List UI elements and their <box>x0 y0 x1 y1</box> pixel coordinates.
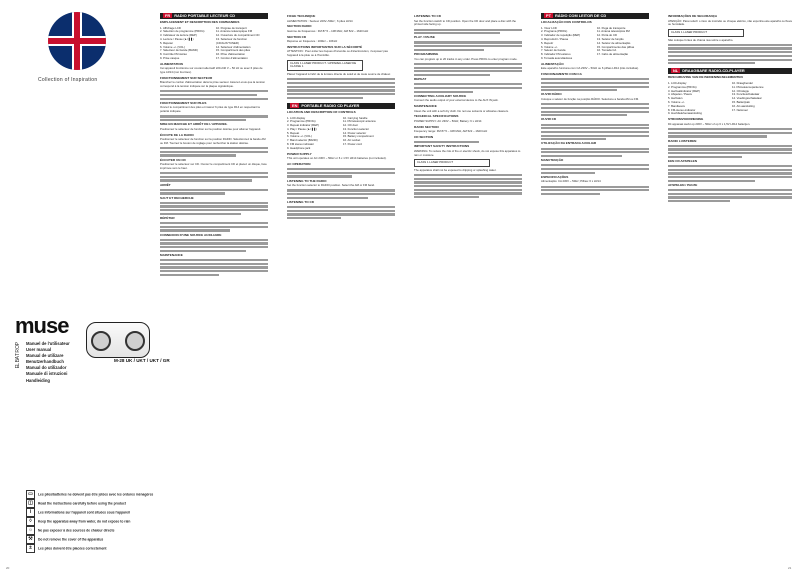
paragraph: Ouvrez le compartiment des piles et insérez 6 piles de type R14 en respectant la polarité indiquée. <box>160 105 260 114</box>
subheading: RADIO SECTION <box>414 124 439 129</box>
subheading: LOCATION AND DESCRIPTION OF CONTROLS <box>287 109 356 114</box>
subheading: LOCALIZAÇÃO DOS CONTROLOS <box>541 20 592 24</box>
subheading: BESCHRIJVING VAN DE BEDIENINGSELEMENTEN <box>668 75 743 80</box>
paragraph: Alimentação: CA 230V ~ 50Hz; Pilhas: 6 x LR14 <box>541 179 601 184</box>
laser-class-label: CLASS 1 LASER PRODUCT / APPAREIL LASER DE CLASSE 1 <box>287 60 363 71</box>
warning-item: ◫ Read the instructions carefully before using the product <box>26 499 154 508</box>
subheading: CONNEXION D'UNE SOURCE AUXILIAIRE <box>160 232 222 237</box>
column-pt <box>541 13 649 558</box>
subheading: IMPORTANT SAFETY INSTRUCTIONS <box>414 144 470 149</box>
paragraph: POWER SUPPLY: AC 230V ~ 50Hz; Battery: 6 x LR14 <box>414 118 482 123</box>
paragraph: Cet appareil fonctionne sur courant alternatif 220-240 V ~ 50 Hz ou avec 6 piles de type LR14 (non fournies). <box>160 66 263 75</box>
subheading: MISE EN MARCHE ET ARRÊT DE L'APPAREIL <box>160 122 228 127</box>
manual-language: Manuel de l'utilisateur <box>26 341 70 346</box>
section-header: EN PORTABLE RADIO CD PLAYER <box>287 103 395 109</box>
subheading: MAINTENANCE <box>160 252 183 257</box>
collection-tagline: Collection of Inspiration <box>38 77 98 83</box>
subheading: INSTRUCTIONS IMPORTANTES SUR LA SÉCURITÉ <box>287 44 363 49</box>
subheading: AC OPERATION <box>287 161 311 166</box>
paragraph: WARNING: To reduce the risk of fire or electric shock, do not expose this apparatus to rain or moisture. <box>414 148 521 157</box>
subheading: LISTENING TO THE RADIO <box>287 178 327 183</box>
subheading: REPEAT <box>414 77 427 82</box>
subheading: MAINTENANCE <box>414 104 437 109</box>
column-en-cont <box>414 13 522 558</box>
paragraph: Positionnez le sélecteur de fonction sur la position RADIO. Sélectionnez la bande AM ou FM. Tournez le bouton de réglage pour rechercher la station désirée. <box>160 137 266 145</box>
subheading: ARRÊT <box>160 182 171 187</box>
section-header: FR RADIO PORTABLE LECTEUR CD <box>160 13 268 19</box>
warning-item: ▭ Les piles/batteries ne doivent pas être jetées avec les ordures ménagères <box>26 490 154 499</box>
manual-language: Manual do utilizador <box>26 365 67 371</box>
paragraph: The apparatus shall not be exposed to dripping or splashing water. <box>414 167 497 172</box>
section-header: NL DRAAGBARE RADIO-CD-PLAYER <box>668 68 792 74</box>
paragraph: Clean the unit with a soft dry cloth. Do not use solvents or abrasive cleaners. <box>414 108 509 113</box>
union-jack-logo <box>48 12 106 70</box>
controls-list: 1. LCD display 2. Programme (PROG) 3. Repeat indicator (REP) 4. Play / Pause (►/❚❚) 5. Repeat 6. Volume +/- (VOL) 7. Band selector (BAND) 8. FM stereo indicator 9. Headphone jack 10. Carrying handle 11. FM telescopic antenna 12. CD door 13. Function selector 14. Power selector 15. Battery compartment 16. AC socket 17. Power cord <box>287 115 376 150</box>
vertical-portable-label: P O R T A B L E <box>15 342 21 369</box>
column-specs-en <box>287 13 395 558</box>
subheading: UTILIZAÇÃO DA ENTRADA AUXILIAR <box>541 141 597 146</box>
subheading: PLAY / PAUSE <box>414 35 435 40</box>
page-number: 20 <box>6 566 10 570</box>
subheading: CONNECTING AUXILIARY SOURCE <box>414 93 467 98</box>
subheading: LISTENING TO CD <box>287 199 314 204</box>
manual-language: User manual <box>26 347 52 353</box>
paragraph: Positionnez le sélecteur de fonction sur la position désirée pour allumer l'appareil. <box>160 126 261 131</box>
subheading: RADIO LUISTEREN <box>668 138 697 143</box>
paragraph: ALIMENTATION : Secteur 220V~50Hz ; 6 piles LR14 <box>287 18 353 23</box>
subheading: ÉCOUTER UN CD <box>160 157 186 162</box>
paragraph: Não coloque fontes de chama nua sobre o aparelho. <box>668 37 734 42</box>
controls-list: 1. LCD-display 2. Programma (PROG) 3. Herhaalindicator (REP) 4. Afspelen / Pauze 5. Herhalen 6. Volume +/- 7. Bandkeuze 8. FM-stereo-indicator 9. Hoofdtelefoonaansluiting 10. Draaghendel 11. FM-telescoopantenne 12. CD-klepje 13. Functieschakelaar 14. Voedingsschakelaar 15. Batterijvak 16. AC-aansluiting 17. Netsnoer <box>668 81 764 116</box>
manual-language: Benutzerhandbuch <box>26 359 64 365</box>
water-icon: ◊ <box>26 517 35 526</box>
info-icon: i <box>26 508 35 517</box>
subheading: FUNCIONAMENTO COM CA <box>541 72 582 77</box>
subheading: ALIMENTATION <box>160 61 183 66</box>
paragraph: Branchez le cordon d'alimentation dans la prise secteur. Assurez-vous que la tension correspond à la tension indiquée sur la plaque signalétique. <box>160 80 266 89</box>
subheading: ÉCOUTE DE LA RADIO <box>160 132 194 137</box>
paragraph: Réponse en fréquence : 100Hz – 16KHz <box>287 39 338 44</box>
column-fr <box>160 13 268 558</box>
page-number: 21 <box>788 566 792 570</box>
book-icon: ◫ <box>26 499 35 508</box>
model-number: M-28 UK / UKT / UKT / GR <box>114 358 170 363</box>
screwdriver-icon: ⚒ <box>26 535 35 544</box>
laser-class-label: CLASS 1 LASER PRODUCT <box>414 159 490 167</box>
paragraph: Placez l'appareil à l'abri de la lumière directe du soleil et de toute source de chaleur. <box>287 72 391 77</box>
warning-item: ⚒ Do not remove the cover of the apparatus <box>26 535 154 544</box>
warning-item: i Les informations sur l'appareil sont situées sous l'appareil <box>26 508 154 517</box>
warning-item: ◊ Keep the apparatus away from water, do not expose to rain <box>26 517 154 526</box>
subheading: SECTION CD <box>287 34 307 39</box>
subheading: RÉPÉTER <box>160 215 175 220</box>
paragraph: You can program up to 20 tracks in any order. Press PROG to enter program mode. <box>414 56 518 61</box>
subheading: EEN CD AFSPELEN <box>668 158 697 163</box>
boombox-illustration <box>86 322 150 358</box>
subheading: FONCTIONNEMENT SUR PILES <box>160 100 207 105</box>
subheading: EMPLACEMENT ET DESCRIPTION DES COMMANDES <box>160 20 240 24</box>
manual-language-list <box>26 341 86 384</box>
paragraph: This unit operates on AC 230V ~ 50Hz or 6 x 1.5V LR14 batteries (not included). <box>287 156 387 161</box>
subheading: CD SECTION <box>414 134 434 139</box>
paragraph: Coloque o seletor de função na posição RÁDIO. Selecione a banda AM ou FM. <box>541 97 639 101</box>
subheading: FICHE TECHNIQUE <box>287 14 316 18</box>
subheading: FONCTIONNEMENT SUR SECTEUR <box>160 75 213 80</box>
subheading: PROGRAMMING <box>414 52 439 57</box>
paragraph: Frequency range: FM 87.5 – 108 MHz, AM 522 – 1620 kHz <box>414 129 488 134</box>
subheading: ALIMENTAÇÃO <box>541 61 564 66</box>
subheading: TECHNICAL SPECIFICATIONS <box>414 114 459 119</box>
subheading: SAUT ET RECHERCHE <box>160 195 194 200</box>
controls-list: 1. Affichage LCD 2. Sélection de programme (PROG) 3. Indicateur de lecture (REP) 4. Lecture / Pause (►/❚❚) 5. Répéter 6. Volume +/- (VOL) 7. Sélecteur de bande (BAND) 8. Contrôle FM stéréo 9. Prise casque 10. Poignée de transport 11. Antenne télescopique FM 12. Ouverture du compartiment CD 13. Sélecteur de fonction (CD/AUX/TUNER) 14. Sélecteur d'alimentation 15. Compartiment des piles 16. Prise d'alimentation 17. Cordon d'alimentation <box>160 25 260 60</box>
subheading: OUVIR CD <box>541 117 557 122</box>
manual-language: Handleiding <box>26 377 50 383</box>
subheading: MANUTENÇÃO <box>541 158 564 163</box>
paragraph: ATTENTION : Pour éviter les risques d'incendie ou d'électrocution, n'exposez pas l'appareil à la pluie ou à l'humidité. <box>287 49 388 58</box>
paragraph: Set the function selector to RADIO position. Select the AM or FM band. <box>287 183 375 188</box>
subheading: SECTION RADIO <box>287 24 312 29</box>
paragraph: Set the function switch to CD position. Open the CD door and place a disc with the printed side facing up. <box>414 18 516 27</box>
brand-logo: muse <box>15 313 69 338</box>
subheading: ESPECIFICAÇÕES <box>541 174 569 179</box>
paragraph: Este aparelho funciona com CA 230V ~ 50Hz ou 6 pilhas LR14 (não incluídas). <box>541 66 639 71</box>
subheading: OUVIR RÁDIO <box>541 92 562 97</box>
subheading: STROOMVOORZIENING <box>668 117 704 122</box>
subheading: AFSPELEN / PAUZE <box>668 182 698 187</box>
heat-icon: ☼ <box>26 526 35 535</box>
column-nl <box>668 13 792 558</box>
manual-language: Manuale di istruzioni <box>26 371 68 377</box>
laser-class-label: CLASS 1 LASER PRODUCT <box>668 29 744 37</box>
paragraph: Positionnez le sélecteur sur CD. Ouvrez le compartiment CD et placez un disque, face imprimée vers le haut. <box>160 162 267 170</box>
paragraph: ATENÇÃO: Para reduzir o risco de incêndio ou choque elétrico, não exponha este aparelho à chuva ou humidade. <box>668 18 792 27</box>
subheading: POWER SUPPLY <box>287 151 312 156</box>
paragraph: Dit apparaat werkt op 230V ~ 50Hz of op 6 x 1,5V LR14 batterijen. <box>668 121 751 126</box>
manual-language: Manual de utilizare <box>26 353 64 359</box>
section-header: PT RÁDIO COM LEITOR DE CD <box>541 13 649 19</box>
warning-item: ☼ Ne pas exposer à des sources de chaleur directe <box>26 526 154 535</box>
paragraph: Connect the audio output of your external device to the AUX IN jack. <box>414 98 499 103</box>
paragraph: Gamme de fréquences : FM 87.5 – 108 MHz, AM 522 – 1620 kHz <box>287 28 369 33</box>
subheading: INFORMAÇÕES DE SEGURANÇA <box>668 14 718 18</box>
subheading: LISTENING TO CD <box>414 14 441 18</box>
warning-item: ± Les piles doivent être placées correctement <box>26 544 154 553</box>
battery-icon: ▭ <box>26 490 35 499</box>
polarity-icon: ± <box>26 544 35 553</box>
controls-list: 1. Visor LCD 2. Programa (PROG) 3. Indicador de repetição (REP) 4. Reproduzir / Pausa 5. Repetir 6. Volume +/- 7. Seletor de banda 8. Indicador FM estéreo 9. Tomada auscultadores 10. Pega de transporte 11. Antena telescópica FM 12. Porta do CD 13. Seletor de função 14. Seletor de alimentação 15. Compartimento das pilhas 16. Tomada CA 17. Cabo de alimentação <box>541 25 635 60</box>
